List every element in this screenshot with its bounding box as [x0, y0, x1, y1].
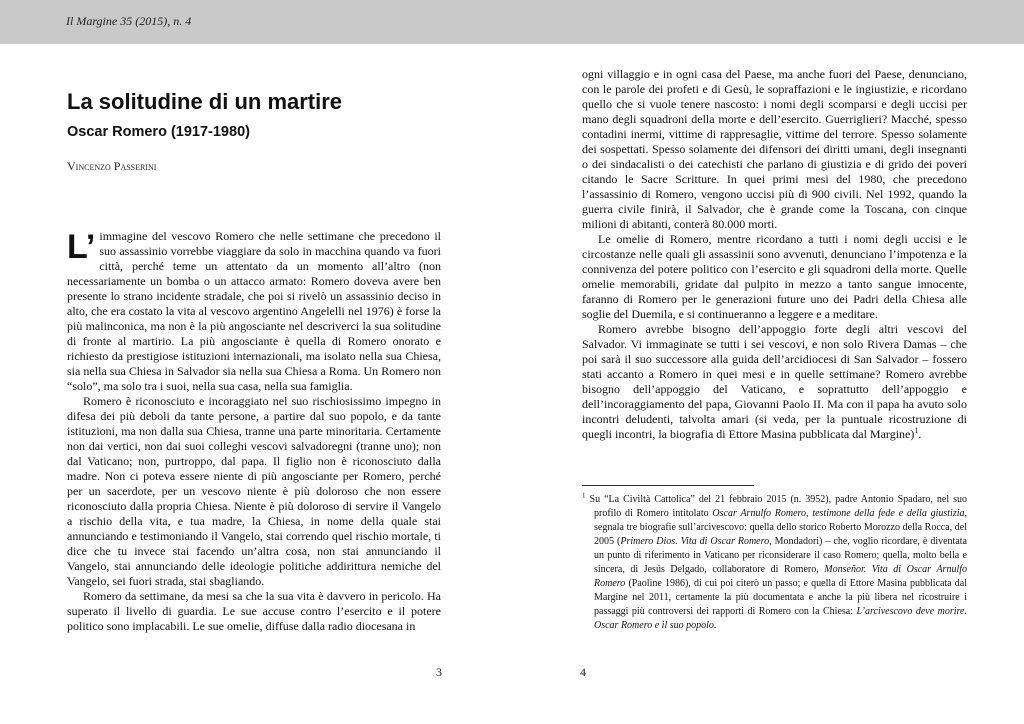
article-author: Vincenzo Passerini — [67, 159, 157, 173]
article-title: La solitudine di un martire — [67, 89, 343, 114]
footnote-marker[interactable]: 1 — [914, 426, 919, 435]
footnote-separator — [582, 485, 754, 486]
right-text-column — [582, 67, 967, 442]
drop-cap: L’ — [67, 228, 96, 266]
paragraph: Le omelie di Romero, mentre ricordano a tutti i nomi degli uccisi e le circostanze nelle quali gli assassinii sono avvenuti, denunciano l’impotenza e la connivenza del potere politico con l’esercito e gli squadroni della morte. Quelle omelie memorabili, gridate dal pulpito in mezzo a tanto sangue innocente, faranno di Romero per le generazioni future uno dei Padri della Chiesa alle soglie del Duemila, e si continueranno a leggere e a meditare. — [582, 232, 967, 321]
left-text-column — [67, 229, 441, 634]
paragraph: Romero è riconosciuto e incoraggiato nel suo rischiosissimo impegno in difesa dei più deboli da tante persone, a partire dal suo popolo, e da tante istituzioni, ma non dalla sua Chiesa, tranne una parte minoritaria. Certamente non dai vertici, non dai suoi colleghi vescovi salvadoregni (tranne uno); non dal Vaticano; non, purtroppo, dal papa. Il figlio non è riconosciuto dalla madre. Non ci poteva essere niente di più angosciante per Romero, perché per un sacerdote, per un vescovo niente è più doloroso che non essere riconosciuto dalla propria Chiesa. Niente è più doloroso di servire il Vangelo a rischio della vita, e tua madre, la Chiesa, in nome della quale stai annunciando e testimoniando il Vangelo, stai correndo quel rischio mortale, ti dice che tu invece stai facendo un’altra cosa, non stai annunciando il Vangelo, stai annunciando delle ideologie politiche addirittura nemiche del Vangelo, sei fuori strada, stai sbagliando. — [67, 394, 441, 588]
running-head: Il Margine 35 (2015), n. 4 — [66, 14, 192, 28]
paragraph: Romero avrebbe bisogno dell’appoggio forte degli altri vescovi del Salvador. Vi immaginate se tutti i sei vescovi, e non solo Rivera Damas – che poi sarà il suo successore alla guida dell’arcidiocesi di San Salvador – fossero stati accanto a Romero in quei mesi e in quelle settimane? Romero avrebbe bisogno dell’appoggio del Vaticano, e soprattutto dell’appoggio e dell’incoraggiamento del papa, Giovanni Paolo II. Ma con il papa ha avuto solo incontri deludenti, talvolta amari (si veda, per la puntuale ricostruzione di quegli incontri, la biografia di Ettore Masina pubblicata dal Margine)$^1$. — [582, 322, 967, 441]
paragraph: Romero da settimane, da mesi sa che la sua vita è davvero in pericolo. Ha superato il livello di guardia. Le sue accuse contro l’esercito e il potere politico sono implacabili. Le sue omelie, diffuse dalla radio diocesana in — [67, 589, 441, 633]
paragraph: ogni villaggio e in ogni casa del Paese, ma anche fuori del Paese, denunciano, con le parole dei profeti e di Gesù, le sopraffazioni e le ingiustizie, e ricordano quello che si vuole tenere nascosto: i nomi degli scomparsi e degli uccisi per mano degli squadroni della morte e dell’esercito. Guerriglieri? Macché, spesso contadini inermi, vittime di rappresaglie, vittime del terrore. Spesso solamente dei sospettati. Spesso solamente dei difensori dei diritti umani, degli insegnanti o dei sindacalisti o dei catechisti che parlano di giustizia e di grido dei poveri citando le Sacre Scritture. In quei primi mesi del 1980, che precedono l’assassinio di Romero, vengono uccisi più di 900 civili. Nel 1992, quando la guerra civile finirà, il Salvador, che è grande come la Toscana, con cinque milioni di abitanti, conterà 80.000 morti. — [582, 67, 967, 231]
footnote: $^1$ Su “La Civiltà Cattolica” del 21 febbraio 2015 (n. 3952), padre Antonio Spadaro, nel suo profilo di Romero intitolato Oscar Arnulfo Romero, testimone della fede e della giustizia, segnala tre biografie sull’arcivescovo: quella dello storico Roberto Morozzo della Rocca, del 2005 (Primero Dios. Vita di Oscar Romero, Mondadori) – che, voglio ricordare, è diventata un punto di riferimento in Vaticano per riconsiderare il caso Romero; quella, molto bella e sincera, di Jesús Delgado, collaboratore di Romero, Monseñor. Vita di Oscar Arnulfo Romero (Paoline 1986), di cui poi citerò un passo; e quella di Ettore Masina pubblicata dal Margine nel 2011, certamente la più documentata e anche la più libera nel ricostruire i passaggi più controversi dei rapporti di Romero con la Chiesa: L’arcivescovo deve morire. Oscar Romero e il suo popolo. — [582, 491, 968, 631]
page-number: 4 — [580, 665, 586, 679]
page-number: 3 — [436, 665, 442, 679]
paragraph: L’ immagine del vescovo Romero che nelle settimane che precedono il suo assassinio vorrebbe viaggiare da solo in macchina quando va fuori città, perché teme un attentato da un momento all’altro (non necessariamente un bomba o un attacco armato: Romero doveva avere ben presente lo strano incidente stradale, che poi si rivelò un assassinio deciso in alto, che era costato la vita al vescovo argentino Angelelli nel 1976) è forse la più malinconica, ma non è la più angosciante nel descriverci la sua solitudine di fronte al martirio. La più angosciante è quella di Romero onorato e richiesto da prestigiose istituzioni internazionali, ma isolato nella sua Chiesa, sia nella sua Chiesa in Salvador sia nella sua Chiesa a Roma. Un Romero non “solo”, ma solo tra i suoi, nella sua casa, nella sua famiglia. — [67, 228, 441, 393]
left-page — [0, 44, 512, 724]
header-bar — [0, 0, 1024, 44]
right-page — [512, 44, 1024, 724]
footnote-number: 1 — [582, 491, 586, 500]
article-subtitle: Oscar Romero (1917-1980) — [67, 124, 250, 140]
